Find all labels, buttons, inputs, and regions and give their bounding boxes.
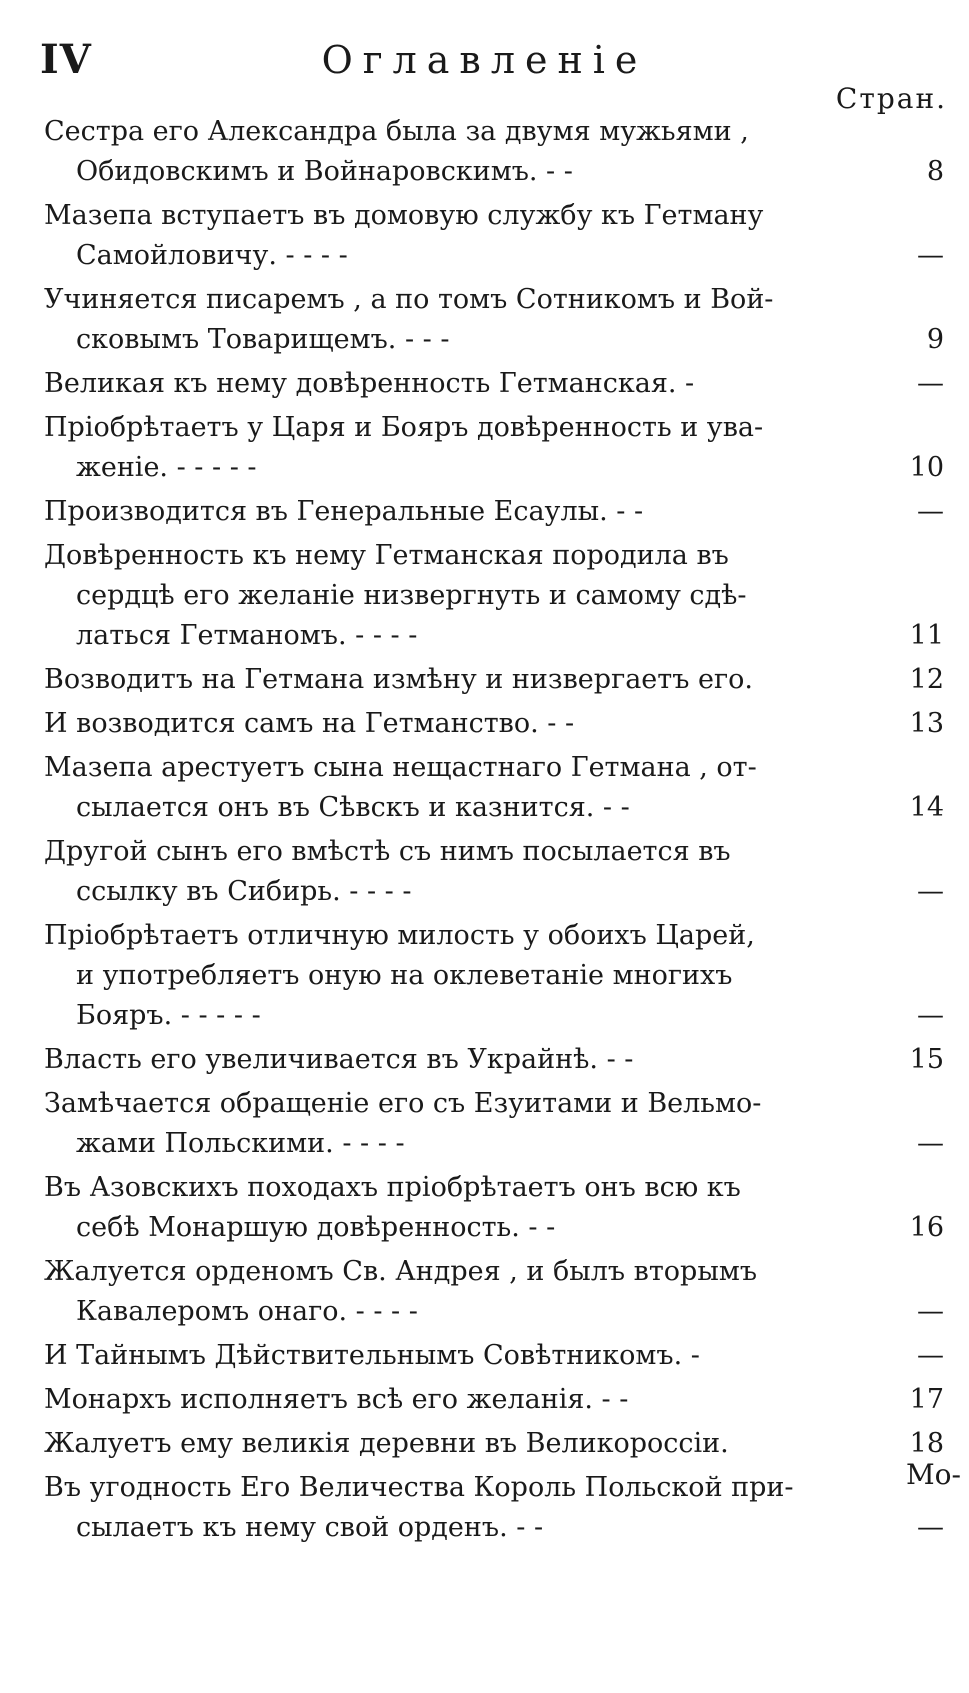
toc-entry-line: женіе. - - - - - (76, 452, 257, 483)
toc-entry (44, 1168, 944, 1248)
toc-entry-line: латься Гетманомъ. - - - - (76, 620, 418, 651)
toc-entry-page-ref: — (917, 496, 944, 527)
toc-entry-page-ref: — (917, 240, 944, 271)
toc-entry (44, 1040, 944, 1080)
toc-entry-line: Другой сынъ его вмѣстѣ съ нимъ посылается въ (44, 836, 731, 867)
toc-entry-line: Мазепа вступаетъ въ домовую службу къ Гетману (44, 200, 764, 231)
toc-entry (44, 536, 944, 656)
toc-entry-page-ref: — (917, 1000, 944, 1031)
toc-entry-page-ref: 13 (909, 708, 944, 739)
toc-entry-line: Пріобрѣтаетъ у Царя и Бояръ довѣренность и ува- (44, 412, 764, 443)
toc-entry (44, 112, 944, 192)
toc-entry-page-ref: 18 (909, 1428, 944, 1459)
toc-entry-page-ref: 16 (909, 1212, 944, 1243)
toc-entry (44, 832, 944, 912)
toc-entry-page-ref: 17 (909, 1384, 944, 1415)
toc-entry-line: Замѣчается обращеніе его съ Езуитами и Вельмо- (44, 1088, 762, 1119)
toc-entry-line: Пріобрѣтаетъ отличную милость у обоихъ Царей, (44, 920, 755, 951)
toc-entry (44, 1084, 944, 1164)
toc-entry-page-ref: — (917, 1340, 944, 1371)
toc-entry-page-ref: 10 (909, 452, 944, 483)
toc-entry-line: И Тайнымъ Дѣйствительнымъ Совѣтникомъ. - (44, 1340, 700, 1371)
toc-entry-page-ref: 9 (926, 324, 944, 355)
toc-entries (44, 112, 944, 1552)
toc-entry-page-ref: — (917, 1296, 944, 1327)
toc-entry (44, 1336, 944, 1376)
toc-entry-line: ссылку въ Сибирь. - - - - (76, 876, 412, 907)
toc-entry-page-ref: — (917, 876, 944, 907)
page-column-header: Стран. (835, 82, 947, 115)
page-number: IV (40, 36, 92, 83)
toc-entry (44, 492, 944, 532)
toc-entry-line: Обидовскимъ и Войнаровскимъ. - - (76, 156, 573, 187)
toc-entry (44, 748, 944, 828)
toc-entry-line: Жалуется орденомъ Св. Андрея , и былъ вторымъ (44, 1256, 757, 1287)
toc-entry-line: Производится въ Генеральные Есаулы. - - (44, 496, 644, 527)
toc-entry-page-ref: 11 (909, 620, 944, 651)
toc-entry-line: сердцѣ его желаніе низвергнуть и самому сдѣ- (76, 580, 747, 611)
toc-entry (44, 280, 944, 360)
toc-entry-line: Жалуетъ ему великія деревни въ Великороссіи. (44, 1428, 729, 1459)
toc-entry-line: Учиняется писаремъ , а по томъ Сотникомъ и Вой- (44, 284, 774, 315)
toc-entry (44, 1468, 944, 1548)
toc-entry-line: Мазепа арестуетъ сына нещастнаго Гетмана , от- (44, 752, 757, 783)
toc-entry-line: и употребляетъ оную на оклеветаніе многихъ (76, 960, 733, 991)
toc-entry-line: сылается онъ въ Сѣвскъ и казнится. - - (76, 792, 630, 823)
toc-entry-line: И возводится самъ на Гетманство. - - (44, 708, 575, 739)
toc-entry (44, 364, 944, 404)
toc-entry-line: Самойловичу. - - - - (76, 240, 348, 271)
toc-entry-page-ref: 15 (909, 1044, 944, 1075)
toc-entry-page-ref: 8 (926, 156, 944, 187)
toc-entry-line: Власть его увеличивается въ Украйнѣ. - - (44, 1044, 634, 1075)
toc-entry-page-ref: — (917, 1128, 944, 1159)
toc-entry-page-ref: 14 (909, 792, 944, 823)
toc-entry-line: себѣ Монаршую довѣренность. - - (76, 1212, 556, 1243)
toc-entry (44, 1424, 944, 1464)
toc-entry (44, 1252, 944, 1332)
toc-entry-line: Кавалеромъ онаго. - - - - (76, 1296, 418, 1327)
toc-entry-line: Великая къ нему довѣренность Гетманская. - (44, 368, 695, 399)
toc-entry-line: Монархъ исполняетъ всѣ его желанія. - - (44, 1384, 629, 1415)
toc-entry-line: сылаетъ къ нему свой орденъ. - - (76, 1512, 544, 1543)
toc-entry-line: жами Польскими. - - - - (76, 1128, 405, 1159)
toc-entry-line: Довѣренность къ нему Гетманская породила въ (44, 540, 729, 571)
toc-entry-page-ref: — (917, 368, 944, 399)
toc-entry-page-ref: 12 (909, 664, 944, 695)
toc-entry-line: Сестра его Александра была за двумя мужьями , (44, 116, 749, 147)
toc-entry-line: Въ угодность Его Величества Король Польской при- (44, 1472, 794, 1503)
toc-entry (44, 704, 944, 744)
toc-entry-line: Въ Азовскихъ походахъ пріобрѣтаетъ онъ всю къ (44, 1172, 741, 1203)
toc-entry (44, 916, 944, 1036)
toc-entry-line: Бояръ. - - - - - (76, 1000, 261, 1031)
toc-entry (44, 408, 944, 488)
toc-entry-line: сковымъ Товарищемъ. - - - (76, 324, 450, 355)
catchword: Мо- (906, 1458, 961, 1491)
toc-entry-page-ref: — (917, 1512, 944, 1543)
toc-entry (44, 660, 944, 700)
page-title: Оглавленіе (321, 38, 648, 82)
toc-entry (44, 196, 944, 276)
toc-entry (44, 1380, 944, 1420)
toc-entry-line: Возводитъ на Гетмана измѣну и низвергаетъ его. (44, 664, 753, 695)
